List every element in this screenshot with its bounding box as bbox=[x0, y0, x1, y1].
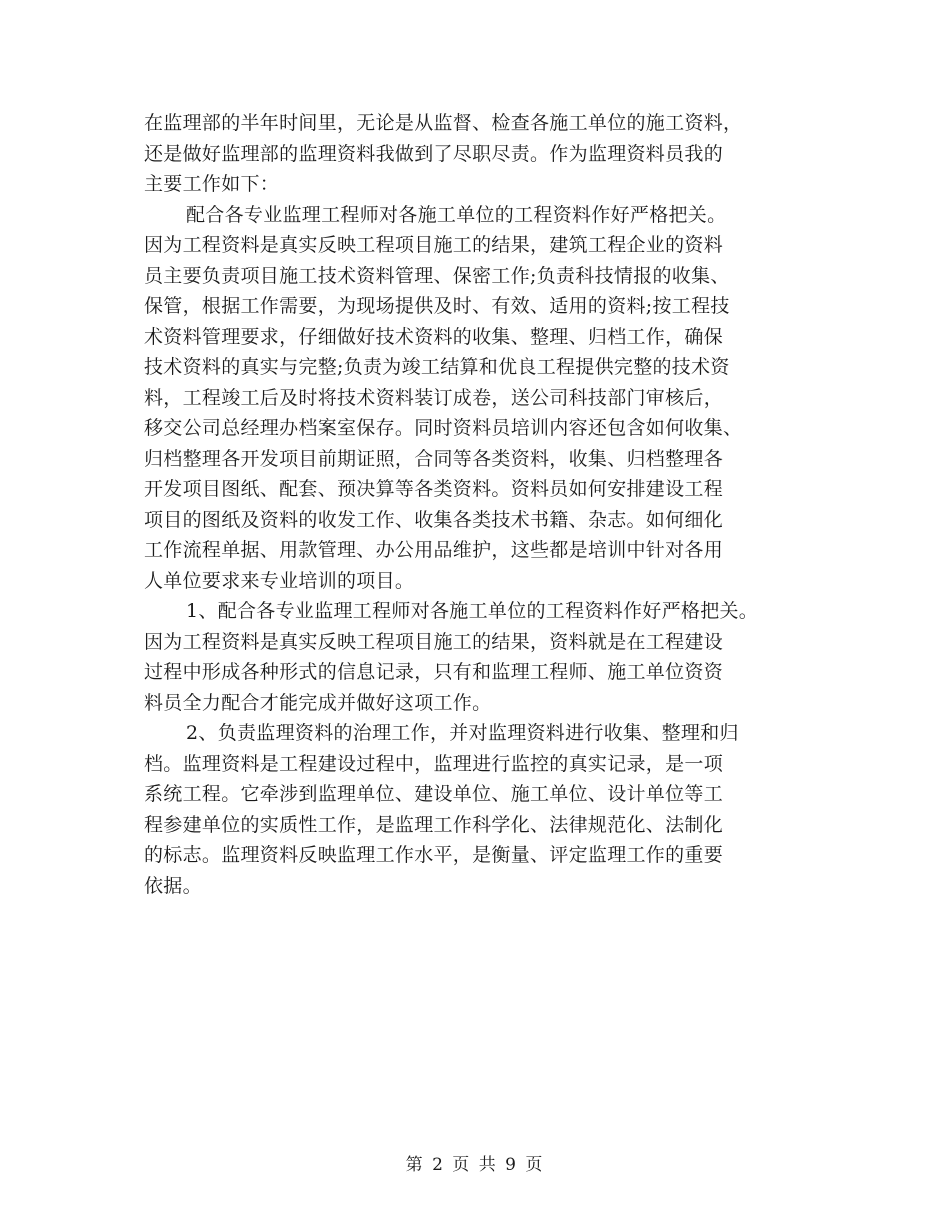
document-body bbox=[144, 108, 844, 901]
text-line: 2、负责监理资料的治理工作，并对监理资料进行收集、整理和归 bbox=[186, 722, 739, 744]
text-line: 因为工程资料是真实反映工程项目施工的结果，资料就是在工程建设 bbox=[144, 630, 724, 653]
text-line: 过程中形成各种形式的信息记录，只有和监理工程师、施工单位资资 bbox=[144, 661, 724, 683]
text-line: 人单位要求来专业培训的项目。 bbox=[144, 569, 415, 592]
text-line: 的标志。监理资料反映监理工作水平，是衡量、评定监理工作的重要 bbox=[144, 844, 724, 866]
text-line: 程参建单位的实质性工作，是监理工作科学化、法律规范化、法制化 bbox=[144, 813, 724, 836]
page-number: 第 2 页 共 9 页 bbox=[405, 1155, 545, 1175]
text-line: 还是做好监理部的监理资料我做到了尽职尽责。作为监理资料员我的 bbox=[144, 142, 724, 165]
text-line: 术资料管理要求，仔细做好技术资料的收集、整理、归档工作，确保 bbox=[144, 325, 724, 348]
text-line: 料，工程竣工后及时将技术资料装订成卷，送公司科技部门审核后， bbox=[144, 386, 724, 409]
text-line: 保管，根据工作需要，为现场提供及时、有效、适用的资料;按工程技 bbox=[144, 295, 730, 317]
text-line: 依据。 bbox=[144, 874, 202, 897]
text-line: 员主要负责项目施工技术资料管理、保密工作;负责科技情报的收集、 bbox=[144, 264, 730, 287]
text-line: 技术资料的真实与完整;负责为竣工结算和优良工程提供完整的技术资 bbox=[144, 356, 730, 378]
text-line: 归档整理各开发项目前期证照，合同等各类资料，收集、归档整理各 bbox=[144, 447, 724, 470]
text-line: 开发项目图纸、配套、预决算等各类资料。资料员如何安排建设工程 bbox=[144, 478, 724, 500]
text-line: 配合各专业监理工程师对各施工单位的工程资料作好严格把关。 bbox=[186, 203, 727, 226]
text-line: 料员全力配合才能完成并做好这项工作。 bbox=[144, 691, 492, 714]
text-line: 移交公司总经理办档案室保存。同时资料员培训内容还包含如何收集、 bbox=[144, 417, 743, 439]
text-line: 1、配合各专业监理工程师对各施工单位的工程资料作好严格把关。 bbox=[186, 600, 759, 622]
text-line: 工作流程单据、用款管理、办公用品维护，这些都是培训中针对各用 bbox=[144, 539, 724, 561]
text-line: 系统工程。它牵涉到监理单位、建设单位、施工单位、设计单位等工 bbox=[144, 783, 724, 805]
text-line: 因为工程资料是真实反映工程项目施工的结果，建筑工程企业的资料 bbox=[144, 234, 724, 256]
text-line: 档。监理资料是工程建设过程中，监理进行监控的真实记录，是一项 bbox=[144, 752, 724, 775]
text-line: 在监理部的半年时间里，无论是从监督、检查各施工单位的施工资料， bbox=[144, 112, 743, 134]
text-line: 项目的图纸及资料的收发工作、收集各类技术书籍、杂志。如何细化 bbox=[144, 508, 724, 531]
text-line: 主要工作如下： bbox=[144, 173, 280, 195]
